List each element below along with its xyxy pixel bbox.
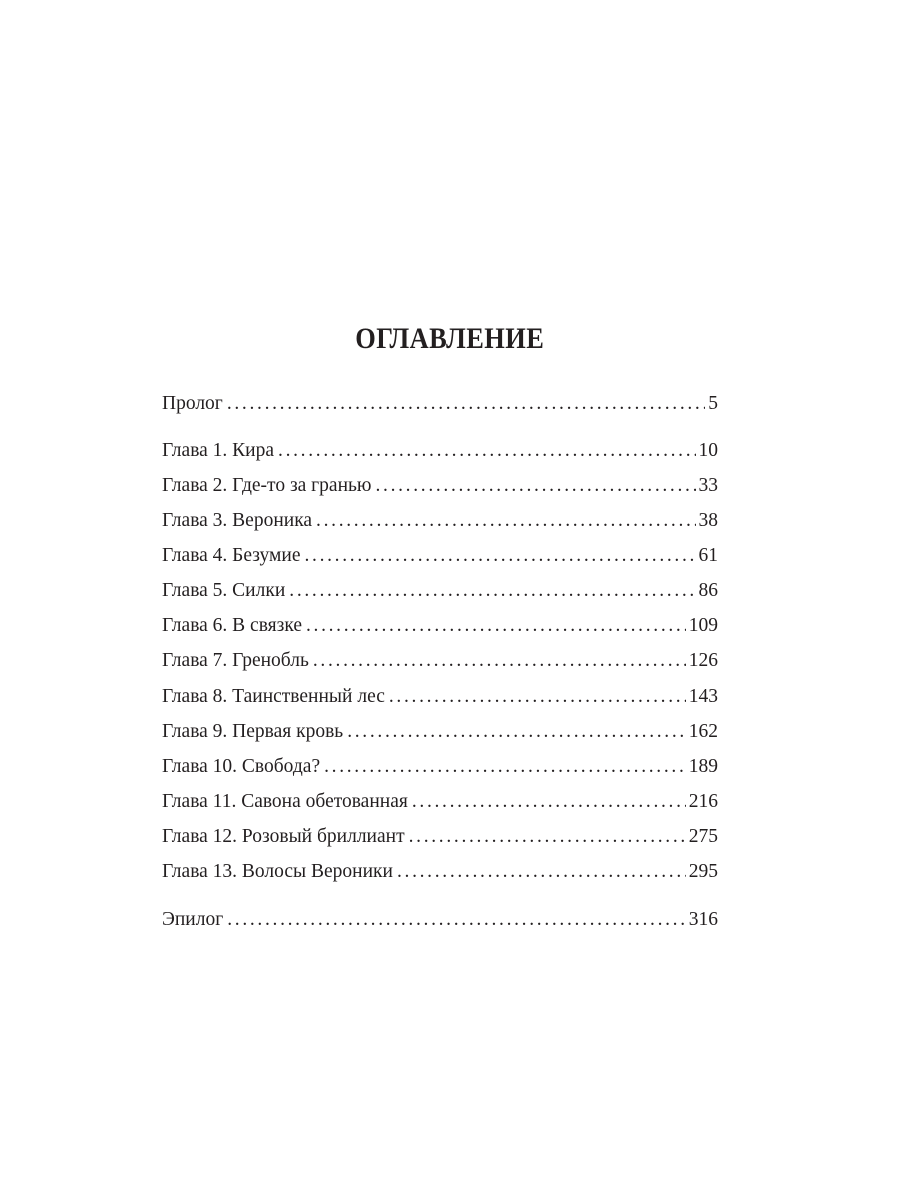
toc-entry-page: 86 bbox=[698, 580, 718, 601]
toc-entry-label: Глава 12. Розовый бриллиант bbox=[162, 826, 405, 847]
toc-entry-page: 275 bbox=[688, 826, 718, 847]
toc-entry-label: Эпилог bbox=[162, 909, 224, 930]
toc-entry-page: 126 bbox=[688, 650, 718, 671]
toc-entry-epilogue bbox=[162, 906, 718, 934]
dot-leader bbox=[409, 823, 686, 851]
toc-entry-label: Глава 7. Гренобль bbox=[162, 650, 309, 671]
toc-entry-page: 61 bbox=[698, 545, 718, 566]
toc-entry-chapter-3 bbox=[162, 507, 718, 535]
toc-entry-page: 189 bbox=[688, 756, 718, 777]
toc-entry-chapter-9 bbox=[162, 718, 718, 746]
dot-leader bbox=[347, 718, 686, 746]
page-title: ОГЛАВЛЕНИЕ bbox=[355, 322, 545, 356]
toc-entry-page: 109 bbox=[688, 615, 718, 636]
toc-entry-chapter-11 bbox=[162, 788, 718, 816]
toc-entry-page: 38 bbox=[698, 510, 718, 531]
dot-leader bbox=[227, 906, 686, 934]
toc-entry-page: 162 bbox=[688, 721, 718, 742]
toc-entry-label: Глава 11. Савона обетованная bbox=[162, 791, 408, 812]
toc-entry-label: Глава 1. Кира bbox=[162, 440, 275, 461]
dot-leader bbox=[412, 788, 686, 816]
toc-entry-chapter-8 bbox=[162, 683, 718, 711]
toc-entry-chapter-6 bbox=[162, 612, 718, 640]
toc-entry-chapter-4 bbox=[162, 542, 718, 570]
toc-entry-label: Глава 10. Свобода? bbox=[162, 756, 321, 777]
toc-entry-page: 33 bbox=[698, 475, 718, 496]
toc-entry-page: 295 bbox=[688, 861, 718, 882]
toc-entry-label: Пролог bbox=[162, 393, 223, 414]
toc-entry-chapter-7 bbox=[162, 647, 718, 675]
toc-entry-page: 5 bbox=[708, 393, 718, 414]
toc-entry-chapter-12 bbox=[162, 823, 718, 851]
toc-entry-label: Глава 6. В связке bbox=[162, 615, 302, 636]
toc-entry-prologue bbox=[162, 390, 718, 418]
toc-entry-label: Глава 8. Таинственный лес bbox=[162, 686, 385, 707]
toc-entry-chapter-2 bbox=[162, 472, 718, 500]
toc-entry-label: Глава 9. Первая кровь bbox=[162, 721, 344, 742]
toc-entry-label: Глава 13. Волосы Вероники bbox=[162, 861, 393, 882]
dot-leader bbox=[278, 437, 695, 465]
toc-entry-page: 10 bbox=[698, 440, 718, 461]
toc-entry-page: 143 bbox=[688, 686, 718, 707]
dot-leader bbox=[313, 647, 686, 675]
dot-leader bbox=[316, 507, 695, 535]
toc-entry-chapter-1 bbox=[162, 437, 718, 465]
toc-entry-page: 216 bbox=[688, 791, 718, 812]
toc-entry-label: Глава 3. Вероника bbox=[162, 510, 313, 531]
toc-entry-label: Глава 4. Безумие bbox=[162, 545, 301, 566]
dot-leader bbox=[289, 577, 695, 605]
toc-entry-label: Глава 2. Где-то за гранью bbox=[162, 475, 372, 496]
toc-entry-chapter-10 bbox=[162, 753, 718, 781]
toc-entry-chapter-5 bbox=[162, 577, 718, 605]
dot-leader bbox=[375, 472, 695, 500]
toc-entry-page: 316 bbox=[688, 909, 718, 930]
toc-entry-label: Глава 5. Силки bbox=[162, 580, 286, 601]
dot-leader bbox=[227, 390, 705, 418]
dot-leader bbox=[389, 683, 686, 711]
dot-leader bbox=[304, 542, 695, 570]
dot-leader bbox=[324, 753, 686, 781]
dot-leader bbox=[306, 612, 686, 640]
toc-entry-chapter-13 bbox=[162, 858, 718, 886]
dot-leader bbox=[397, 858, 686, 886]
